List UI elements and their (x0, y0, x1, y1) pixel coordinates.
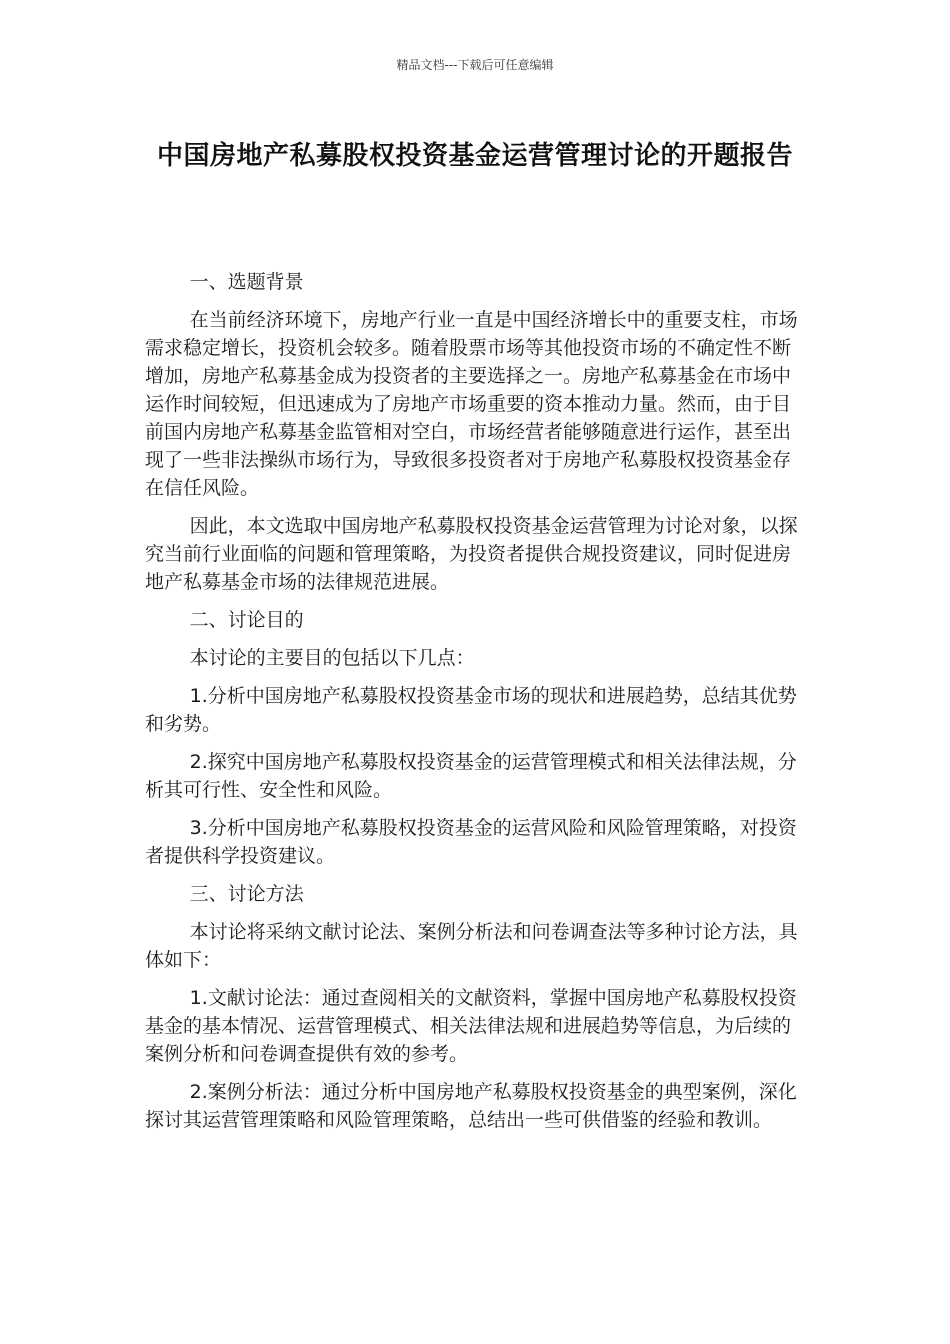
list-item-method-2: 2.案例分析法：通过分析中国房地产私募股权投资基金的典型案例，深化探讨其运营管理策略和风险管理策略，总结出一些可供借鉴的经验和教训。 (145, 1081, 797, 1131)
document-body (145, 268, 805, 1144)
paragraph-method-intro: 本讨论将采纳文献讨论法、案例分析法和问卷调查法等多种讨论方法，具体如下： (145, 921, 798, 971)
section-heading-method: 三、讨论方法 (189, 883, 304, 905)
section-heading-background: 一、选题背景 (189, 271, 304, 293)
section-heading-purpose: 二、讨论目的 (189, 609, 304, 631)
paragraph-purpose-intro: 本讨论的主要目的包括以下几点： (189, 647, 475, 669)
list-item-purpose-2: 2.探究中国房地产私募股权投资基金的运营管理模式和相关法律法规，分析其可行性、安全性和风险。 (145, 751, 797, 801)
list-item-purpose-1: 1.分析中国房地产私募股权投资基金市场的现状和进展趋势，总结其优势和劣势。 (145, 685, 797, 735)
header-note: 精品文档---下载后可任意编辑 (396, 58, 554, 72)
paragraph-background-1: 在当前经济环境下，房地产行业一直是中国经济增长中的重要支柱，市场需求稳定增长，投资机会较多。随着股票市场等其他投资市场的不确定性不断增加，房地产私募基金成为投资者的主要选择之一。房地产私募基金在市场中运作时间较短，但迅速成为了房地产市场重要的资本推动力量。然而，由于目前国内房地产私募基金监管相对空白，市场经营者能够随意进行运作，甚至出现了一些非法操纵市场行为，导致很多投资者对于房地产私募股权投资基金存在信任风险。 (145, 309, 798, 499)
list-item-method-1: 1.文献讨论法：通过查阅相关的文献资料，掌握中国房地产私募股权投资基金的基本情况、运营管理模式、相关法律法规和进展趋势等信息，为后续的案例分析和问卷调查提供有效的参考。 (145, 987, 797, 1065)
paragraph-background-2: 因此，本文选取中国房地产私募股权投资基金运营管理为讨论对象，以探究当前行业面临的问题和管理策略，为投资者提供合规投资建议，同时促进房地产私募基金市场的法律规范进展。 (145, 515, 798, 593)
list-item-purpose-3: 3.分析中国房地产私募股权投资基金的运营风险和风险管理策略，对投资者提供科学投资建议。 (145, 817, 797, 867)
document-title: 中国房地产私募股权投资基金运营管理讨论的开题报告 (156, 141, 793, 171)
